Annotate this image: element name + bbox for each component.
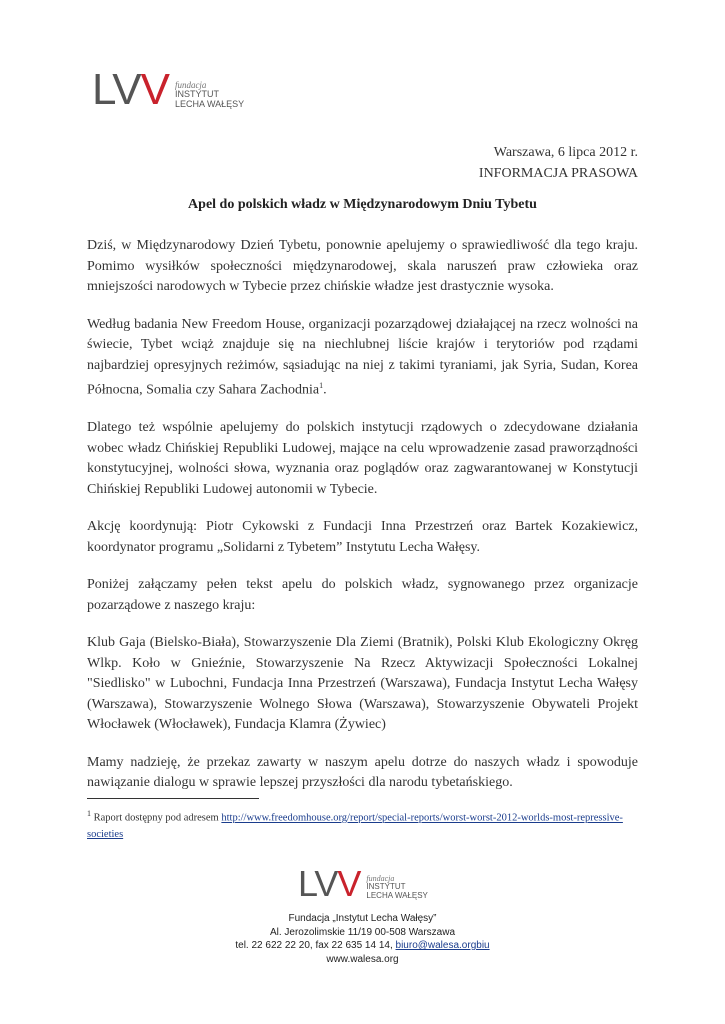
footer-org-name: Fundacja „Instytut Lecha Wałęsy” — [288, 913, 437, 924]
logo-top — [92, 65, 245, 114]
footer-address: Al. Jerozolimskie 11/19 00-508 Warszawa — [269, 926, 456, 938]
paragraph-2-end: . — [323, 382, 327, 398]
logo-line-fundacja: fundacja — [366, 873, 395, 883]
paragraph-2 — [87, 315, 638, 402]
logo-line-name: LECHA WAŁĘSY — [366, 890, 428, 900]
logo-mark: LVV — [298, 863, 361, 904]
press-release-label: INFORMACJA PRASOWA — [478, 166, 638, 181]
paragraph-6: Klub Gaja (Bielsko-Biała), Stowarzyszenie Dla Ziemi (Bratnik), Polski Klub Ekologiczny Okręg Wlkp. Koło w Gnieźnie, Stowarzyszenie Na Rzecz Aktywizacji Społeczności Lokalnej "Siedlisko" w Lubochni, Fundacja Inna Przestrzeń (Warszawa), Fundacja Instytut Lecha Wałęsy (Warszawa), Stowarzyszenie Wolnego Słowa (Warszawa), Stowarzyszenie Obywateli Projekt Włocławek (Włocławek), Fundacja Klamra (Żywiec) — [87, 635, 638, 733]
logo-line-instytut: INSTYTUT — [366, 882, 406, 892]
footer-website: www.walesa.org — [326, 953, 399, 965]
logo-text — [366, 875, 428, 902]
document-body — [87, 236, 638, 811]
footnote-ref: 1 — [319, 381, 324, 390]
logo-mark: LVV — [92, 65, 169, 114]
logo-line-instytut: INSTYTUT — [174, 89, 219, 100]
paragraph-3: Dlatego też wspólnie apelujemy do polskich instytucji rządowych o zdecydowane działania wobec władz Chińskiej Republiki Ludowej, mające na celu wprowadzenie zasad praworządności konstytucyjnej, wolności słowa, wyznania oraz poglądów oraz zagwarantowanej w Konstytucji Chińskiej Republiki Ludowej autonomii w Tybecie. — [87, 420, 638, 497]
logo-line-name: LECHA WAŁĘSY — [174, 98, 245, 109]
footnote-link[interactable]: http://www.freedomhouse.org/report/special-reports/worst-worst-2012-worlds-most-repressive-societies — [87, 812, 623, 840]
logo-text — [175, 81, 244, 112]
paragraph-4: Akcję koordynują: Piotr Cykowski z Fundacji Inna Przestrzeń oraz Bartek Kozakiewicz, koordynator programu „Solidarni z Tybetem” Instytutu Lecha Wałęsy. — [87, 519, 638, 555]
document-title: Apel do polskich władz w Międzynarodowym Dniu Tybetu — [188, 197, 537, 212]
footnote-divider — [87, 798, 259, 799]
date-line: Warszawa, 6 lipca 2012 r. — [493, 145, 638, 160]
footer-phone: tel. 22 622 22 20, fax 22 635 14 14, — [235, 940, 396, 951]
footer-email-link[interactable]: biuro@walesa.orgbiu — [395, 940, 490, 951]
paragraph-1: Dziś, w Międzynarodowy Dzień Tybetu, ponownie apelujemy o sprawiedliwość dla tego kraju. Pomimo wysiłków społeczności międzynarodowej, skala naruszeń praw człowieka oraz mniejszości narodowych w Tybecie przez chińskie władze jest drastycznie wysoka. — [87, 238, 638, 294]
header-block — [479, 142, 638, 184]
paragraph-2-text: Według badania New Freedom House, organizacji pozarządowej działającej na rzecz wolności na świecie, Tybet wciąż znajduje się na niechlubnej liście krajów i terytoriów pod rządami najbardziej opresyjnych reżimów, sąsiadując na niej z takimi tyraniami, jak Syria, Sudan, Korea Północna, Somalia czy Sahara Zachodnia — [87, 316, 638, 398]
paragraph-5: Poniżej załączamy pełen tekst apelu do polskich władz, sygnowanego przez organizacje pozarządowe z naszego kraju: — [87, 577, 638, 613]
footer — [0, 912, 725, 966]
footnote-marker: 1 — [87, 809, 91, 818]
logo-line-fundacja: fundacja — [174, 79, 207, 90]
footnote-text: Raport dostępny pod adresem — [91, 812, 222, 824]
logo-bottom — [298, 863, 428, 904]
paragraph-7: Mamy nadzieję, że przekaz zawarty w naszym apelu dotrze do naszych władz i spowoduje nawiązanie dialogu w sprawie lepszej przyszłości dla narodu tybetańskiego. — [87, 754, 638, 791]
footnote — [87, 806, 638, 843]
footer-contact — [0, 939, 725, 953]
